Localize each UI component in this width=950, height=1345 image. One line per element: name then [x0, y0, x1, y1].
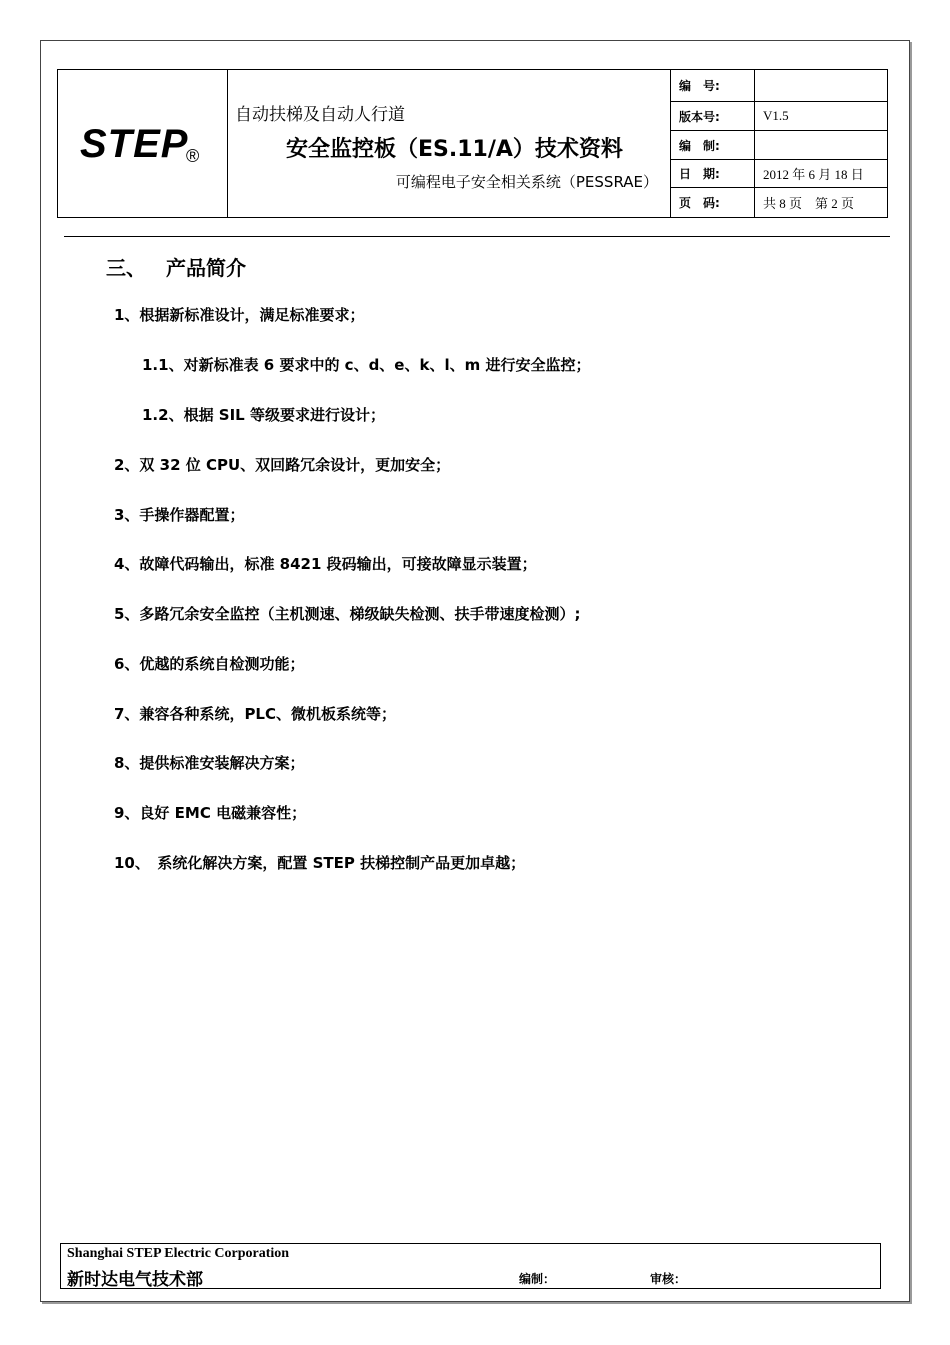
doc-title: 安全监控板（ES.11/A）技术资料: [286, 137, 623, 162]
meta-row-version: [671, 102, 888, 131]
meta-row-number: [671, 70, 888, 102]
meta-label: 编 号:: [671, 70, 755, 101]
list-item: 1.2、根据 SIL 等级要求进行设计；: [142, 406, 385, 424]
meta-value: [755, 131, 888, 159]
list-item: 9、良好 EMC 电磁兼容性；: [114, 804, 307, 822]
compile-label: 编制：: [519, 1272, 556, 1286]
list-item: 1.1、对新标准表 6 要求中的 c、d、e、k、l、m 进行安全监控；: [142, 356, 591, 374]
list-item: 10、 系统化解决方案，配置 STEP 扶梯控制产品更加卓越；: [114, 854, 526, 872]
meta-label: 页 码:: [671, 188, 755, 217]
meta-label: 日 期:: [671, 160, 755, 187]
company-name-cn: 新时达电气技术部: [67, 1270, 203, 1290]
list-item: 1、根据新标准设计，满足标准要求；: [114, 306, 365, 324]
doc-subtitle: 可编程电子安全相关系统（PESSRAE）: [395, 173, 658, 191]
meta-label: 编 制:: [671, 131, 755, 159]
section-heading: [106, 252, 246, 281]
list-item: 2、双 32 位 CPU、双回路冗余设计，更加安全；: [114, 456, 451, 474]
list-item: 6、优越的系统自检测功能；: [114, 655, 305, 673]
meta-value: 2012 年 6 月 18 日: [763, 167, 864, 182]
registered-mark: ®: [186, 146, 200, 166]
meta-value: 共 8 页 第 2 页: [763, 196, 855, 211]
section-title: 产品简介: [166, 256, 246, 280]
page-footer: [60, 1243, 881, 1289]
list-item: 5、多路冗余安全监控（主机测速、梯级缺失检测、扶手带速度检测）;: [114, 605, 581, 623]
section-number: 三、: [106, 256, 146, 280]
step-logo: STEP: [80, 122, 189, 166]
meta-row-page: [671, 188, 888, 217]
company-name-en: Shanghai STEP Electric Corporation: [67, 1246, 290, 1261]
list-item: 7、兼容各种系统，PLC、微机板系统等；: [114, 705, 396, 723]
list-item: 3、手操作器配置；: [114, 506, 245, 524]
review-label: 审核：: [650, 1272, 687, 1286]
meta-row-date: [671, 160, 888, 188]
doc-category: 自动扶梯及自动人行道: [235, 105, 405, 125]
header-divider: [64, 236, 890, 237]
title-cell: [228, 70, 670, 217]
meta-value: [755, 70, 888, 101]
list-item: 8、提供标准安装解决方案；: [114, 754, 305, 772]
logo-cell: [58, 70, 228, 217]
list-item: 4、故障代码输出，标准 8421 段码输出，可接故障显示装置；: [114, 555, 537, 573]
document-header-table: [57, 69, 888, 218]
meta-value: V1.5: [763, 108, 789, 123]
meta-label: 版本号:: [671, 102, 755, 130]
meta-row-author: [671, 131, 888, 160]
meta-table: [670, 70, 888, 217]
